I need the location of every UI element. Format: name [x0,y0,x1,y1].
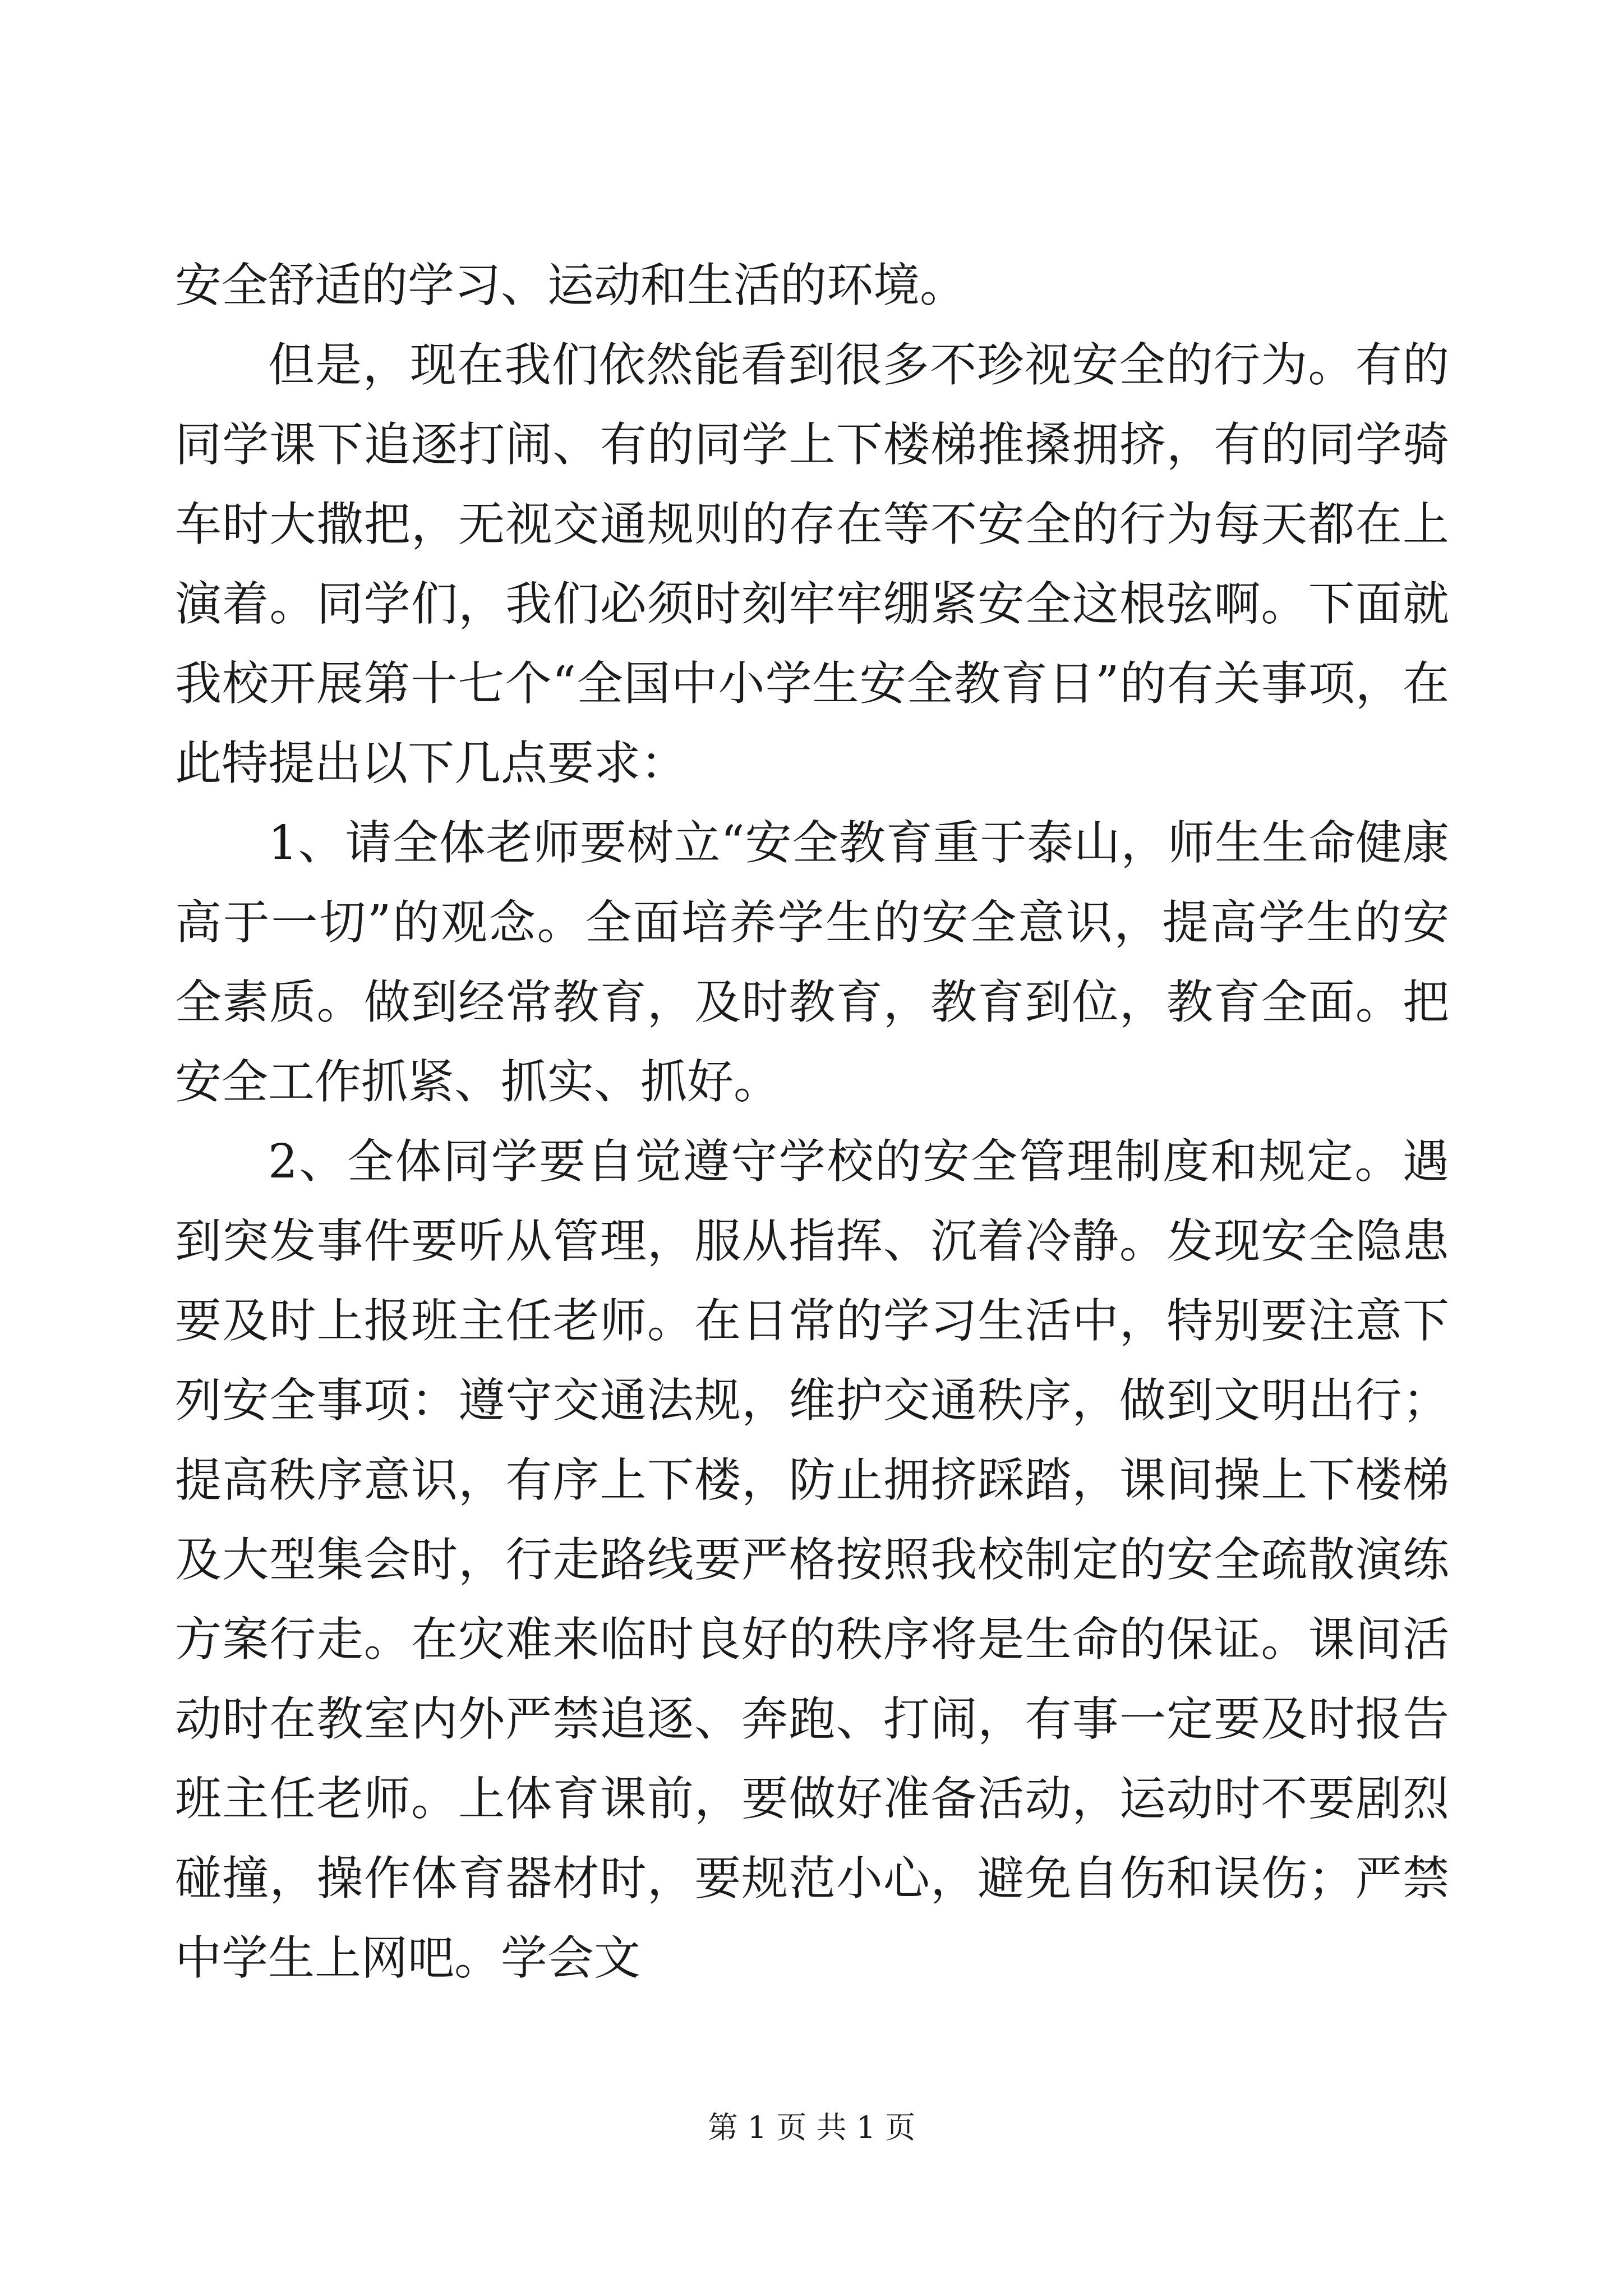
paragraph-safety-behaviors: 但是，现在我们依然能看到很多不珍视安全的行为。有的同学课下追逐打闹、有的同学上下楼梯推搡拥挤，有的同学骑车时大撒把，无视交通规则的存在等不安全的行为每天都在上演着。同学们，我们必须时刻牢牢绷紧安全这根弦啊。下面就我校开展第十七个“全国中小学生安全教育日”的有关事项，在此特提出以下几点要求： [175,338,1449,790]
page-footer: 第 1 页 共 1 页 [707,2110,916,2145]
paragraph-continuation: 安全舒适的学习、运动和生活的环境。 [175,258,966,312]
paragraph-requirement-2: 2、全体同学要自觉遵守学校的安全管理制度和规定。遇到突发事件要听从管理，服从指挥、沉着冷静。发现安全隐患要及时上报班主任老师。在日常的学习生活中，特别要注意下列安全事项：遵守交通法规，维护交通秩序，做到文明出行；提高秩序意识，有序上下楼，防止拥挤踩踏，课间操上下楼梯及大型集会时，行走路线要严格按照我校制定的安全疏散演练方案行走。在灾难来临时良好的秩序将是生命的保证。课间活动时在教室内外严禁追逐、奔跑、打闹，有事一定要及时报告班主任老师。上体育课前，要做好准备活动，运动时不要剧烈碰撞，操作体育器材时，要规范小心，避免自伤和误伤；严禁中学生上网吧。学会文 [175,1134,1449,1985]
document-body [175,246,1449,1998]
paragraph-requirement-1: 1、请全体老师要树立“安全教育重于泰山，师生生命健康高于一切”的观念。全面培养学生的安全意识，提高学生的安全素质。做到经常教育，及时教育，教育到位，教育全面。把安全工作抓紧、抓实、抓好。 [175,816,1449,1109]
